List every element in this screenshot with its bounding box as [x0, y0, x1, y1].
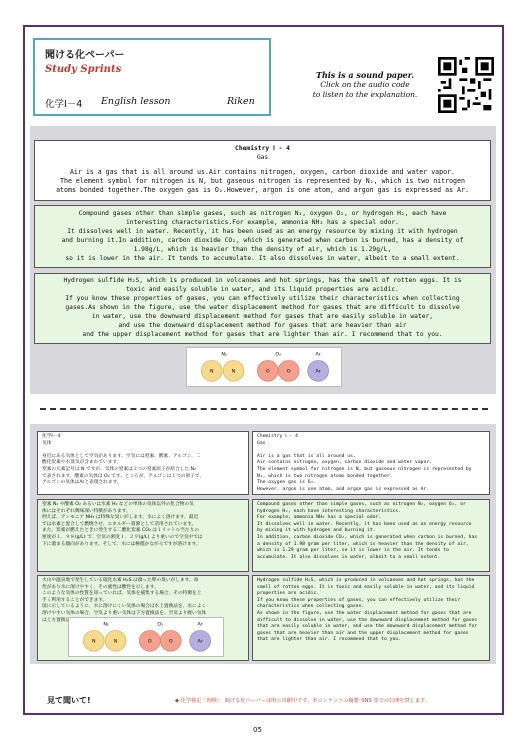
- atom-label: Ar: [197, 639, 203, 645]
- en-line: As shown in the figure, use the water displacement method for gases that are: [257, 610, 472, 616]
- page-number: 05: [253, 726, 262, 734]
- en-line: Compound gases other than simple gases, such as nitrogen N₂, oxygen O₂, or: [257, 502, 466, 507]
- jp-line: 密度が１．９８(g/L) で、空気の密度１．２９(g/L) より重いので空気中では: [42, 534, 203, 540]
- lesson: English lesson: [101, 96, 171, 107]
- text-line: If you know these properties of gases, you can effectively utilize their characteristics when collecting: [65, 295, 460, 302]
- en-line: hydrogen H₂, each have interesting characteristics.: [257, 508, 401, 514]
- atom-label: N: [113, 639, 118, 645]
- jp-line: 手く利用することができます。: [42, 597, 108, 603]
- diagram-label: N₂: [103, 622, 109, 628]
- chemistry-heading: Chemistry Ⅰ - 4: [235, 145, 290, 152]
- english-text-box-3: [34, 273, 491, 344]
- cut-line-divider: [40, 408, 488, 410]
- en-line: characteristics when collecting gases.: [257, 604, 365, 610]
- japanese-text-box-2: [37, 499, 249, 572]
- en-line: which is 1.29 gram per liter, so it is lower in the air. It tends to: [257, 548, 449, 554]
- jp-line: 酸化炭素や水蒸気が含まれています。: [42, 460, 122, 466]
- footer-title: 見て聞いて!: [47, 696, 91, 705]
- en-line: N₂, which is two nitrogen atoms bonded together.: [257, 473, 393, 479]
- text-line: Hydrogen sulfide H₂S, which is produced in volcanoes and hot springs, has the smell of rotten eggs. It is: [63, 277, 462, 284]
- en-line: accumulate. It also dissolves in water, albeit to a small extent.: [257, 554, 441, 560]
- en-line: In addition, carbon dioxide CO₂, which is generated when carbon is burned, has: [257, 534, 478, 540]
- sound-note-line: This is a sound paper.: [316, 70, 414, 80]
- jp-line: 窒素 N₂ や酸素 O₂ あるいは水素 H₂ などの単体の気体以外の化合物の気: [42, 502, 194, 507]
- en-line: However, argon is one atom, and argon gas is expressed as Ar.: [257, 486, 430, 492]
- jp-line: 下に溜まる傾向があります。そして、水には極僅かながらですが溶けます。: [42, 541, 201, 547]
- text-line: so it is lower in the air. It tends to accumulate. It also dissolves in water, albeit to a small extent.: [65, 255, 460, 262]
- en-line: It dissolves well in water. Recently, it has been used as an energy resource: [257, 521, 472, 527]
- subtitle: Study Sprints: [45, 64, 122, 75]
- en-line: Gas: [257, 440, 266, 446]
- text-line: gases.As shown in the figure, use the water displacement method for gases that are difficult to dissolve: [65, 304, 460, 311]
- atom-label: Ar: [315, 369, 321, 375]
- en-line: a density of 1.98 gram per liter, which is heavier than the density of air,: [257, 541, 469, 547]
- gas-molecule-diagram: [186, 347, 342, 387]
- en-line: The oxygen gas is O₂.: [257, 480, 317, 486]
- en-line: Air is a gas that is all around us.: [257, 453, 356, 459]
- jp-line: 身近にある気体として空気があります。空気には窒素、酸素、アルゴン、二: [42, 453, 201, 459]
- japanese-text-box-1: [37, 431, 249, 495]
- copyright-notice: ◆ 化学検定「理検」 聞ける化ペーパーは明示出願中です。本コンテンツの複製･SNS 等での公開を禁じます。: [175, 698, 431, 704]
- jp-line: また、炭素が燃えたときに発生する二酸化炭素 CO₂ は１リットル当たりの: [42, 528, 199, 534]
- text-line: 1.98g/L, which is heavier than the density of air, which is 1.29g/L,: [133, 246, 392, 253]
- text-line: The element symbol for nitrogen is N, but gaseous nitrogen is represented by N₂, which is two nitrogen: [60, 177, 465, 185]
- text-line: toxic and easily soluble in water, and its liquid properties are acidic.: [126, 286, 399, 293]
- jp-line: 気体: [42, 440, 52, 446]
- en-line: Hydrogen sulfide H₂S, which is produced in volcanoes and hot springs, has the: [257, 578, 475, 583]
- diagram-label: N₂: [221, 352, 227, 358]
- text-line: atoms bonded together.The oxygen gas is O₂.However, argon is one atom, and argon gas is expressed as Ar.: [56, 186, 469, 194]
- sound-note: [290, 70, 440, 100]
- english-text-box-1: [34, 140, 491, 201]
- atom-label: O: [286, 369, 291, 375]
- en-line: Air contains nitrogen, oxygen, carbon dioxide and water vapor.: [257, 460, 432, 466]
- jp-line: 例えば、アンモニア NH₃ は特殊な臭いがします。水によく溶けます。最近: [42, 515, 199, 521]
- atom-label: N: [209, 369, 214, 375]
- jp-line: 溶けやすい気体の場合、空気より重い気体は下方置換法を、空気より軽い気体: [42, 610, 207, 616]
- jp-line: 体にはそれぞれ興味深い特徴があります。: [42, 508, 131, 514]
- en-line: properties are acidic.: [257, 591, 320, 597]
- text-line: Air is a gas that is all around us.Air contains nitrogen, oxygen, carbon dioxide and water vapor.: [69, 168, 456, 176]
- en-line: gases that are heavier than air and the upper displacement method for gases: [257, 630, 469, 636]
- qr-code-icon[interactable]: [438, 57, 494, 113]
- sound-note-line: to listen to the explanation.: [312, 90, 418, 99]
- en-line: that are easily soluble in water, and use the downward displacement method for: [257, 624, 478, 630]
- atom-label: N: [91, 639, 96, 645]
- title: 聞ける化ペーパー: [45, 50, 125, 61]
- atom-label: O: [168, 639, 173, 645]
- text-line: and the upper displacement method for gases that are lighter than air. I recommend that to you.: [82, 331, 443, 338]
- text-line: and use the downward displacement method for gases that are heavier than air: [118, 322, 407, 329]
- atom-label: O: [147, 639, 152, 645]
- text-line: interesting characteristics.For example, ammonia NH₃ has a special odor.: [126, 219, 399, 226]
- jp-line: は上方置換法をとることが勧められます。: [42, 617, 131, 623]
- jp-line: [42, 447, 244, 454]
- jp-line: 火山や温泉地で発生している硫化水素 H₂S は腐った卵の臭いがします。毒: [42, 578, 199, 583]
- en-line: For example, ammonia NH₃ has a special odor.: [257, 515, 382, 521]
- english-small-box-3: [252, 575, 490, 661]
- jp-line: アルゴンの気体はArと表現されます。: [42, 480, 122, 486]
- jp-line: で表されます。酸素の気体は O₂ です。ところが、アルゴンは１つの原子で、: [42, 473, 205, 479]
- atom-label: O: [265, 369, 270, 375]
- text-line: and burning it.In addition, carbon dioxide CO₂, which is generated when carbon is burned, has a density of: [61, 237, 464, 244]
- gas-molecule-diagram-small: [68, 617, 224, 657]
- en-line: difficult to dissolve in water, use the downward displacement method for gases: [257, 617, 478, 623]
- en-line: Chemistry Ⅰ - 4: [257, 434, 298, 439]
- sound-note-line: Click on the audio code: [320, 80, 410, 89]
- diagram-label: Ar: [315, 352, 321, 358]
- en-line: If you know these properties of gases, you can effectively utilize their: [257, 597, 461, 603]
- jp-line: では水素と混合して燃焼させ、エネルギー資源として活用されています。: [42, 521, 197, 527]
- jp-line: 窒素の元素記号は N ですが、気体の窒素は２つの窒素原子が結合した N₂: [42, 466, 196, 472]
- atom-label: N: [231, 369, 236, 375]
- text-line: Compound gases other than simple gases, such as nitrogen N₂, oxygen O₂, or hydrogen H₂, each have: [78, 210, 447, 217]
- jp-line: 図に示しているように、水に溶けにくい気体の場合は水上置換法を、水によく: [42, 604, 207, 610]
- en-line: that are lighter than air. I recommend that to you.: [257, 637, 401, 643]
- diagram-label: Ar: [197, 622, 203, 628]
- en-line: [257, 447, 485, 454]
- title-box: [33, 38, 271, 116]
- english-small-box-1: [252, 431, 490, 495]
- jp-line: 化学Ⅰ－4: [42, 434, 61, 439]
- en-line: The element symbol for nitrogen is N, but gaseous nitrogen is represented by: [257, 466, 472, 472]
- english-small-box-2: [252, 499, 490, 572]
- author: Riken: [227, 96, 255, 107]
- jp-line: このような気体の性質を知っていれば、気体を捕集する場合、その特徴を上: [42, 591, 202, 597]
- diagram-label: O₂: [157, 622, 164, 628]
- jp-line: 性があり水に溶けやすく、その液性は酸性を示します。: [42, 584, 159, 590]
- gas-subheading: Gas: [256, 154, 269, 161]
- en-line: smell of rotten eggs. It is toxic and easily soluble in water, and its liquid: [257, 584, 475, 590]
- text-line: in water, use the downward displacement method for gases that are easily soluble in water,: [91, 313, 434, 320]
- en-line: by mixing it with hydrogen and burning it.: [257, 528, 376, 534]
- text-line: It dissolves well in water. Recently, it has been used as an energy resource by mixing it with hydrogen: [67, 228, 458, 235]
- english-text-box-2: [34, 205, 491, 268]
- course: 化学Ⅰ－4: [45, 99, 83, 110]
- diagram-label: O₂: [275, 352, 282, 358]
